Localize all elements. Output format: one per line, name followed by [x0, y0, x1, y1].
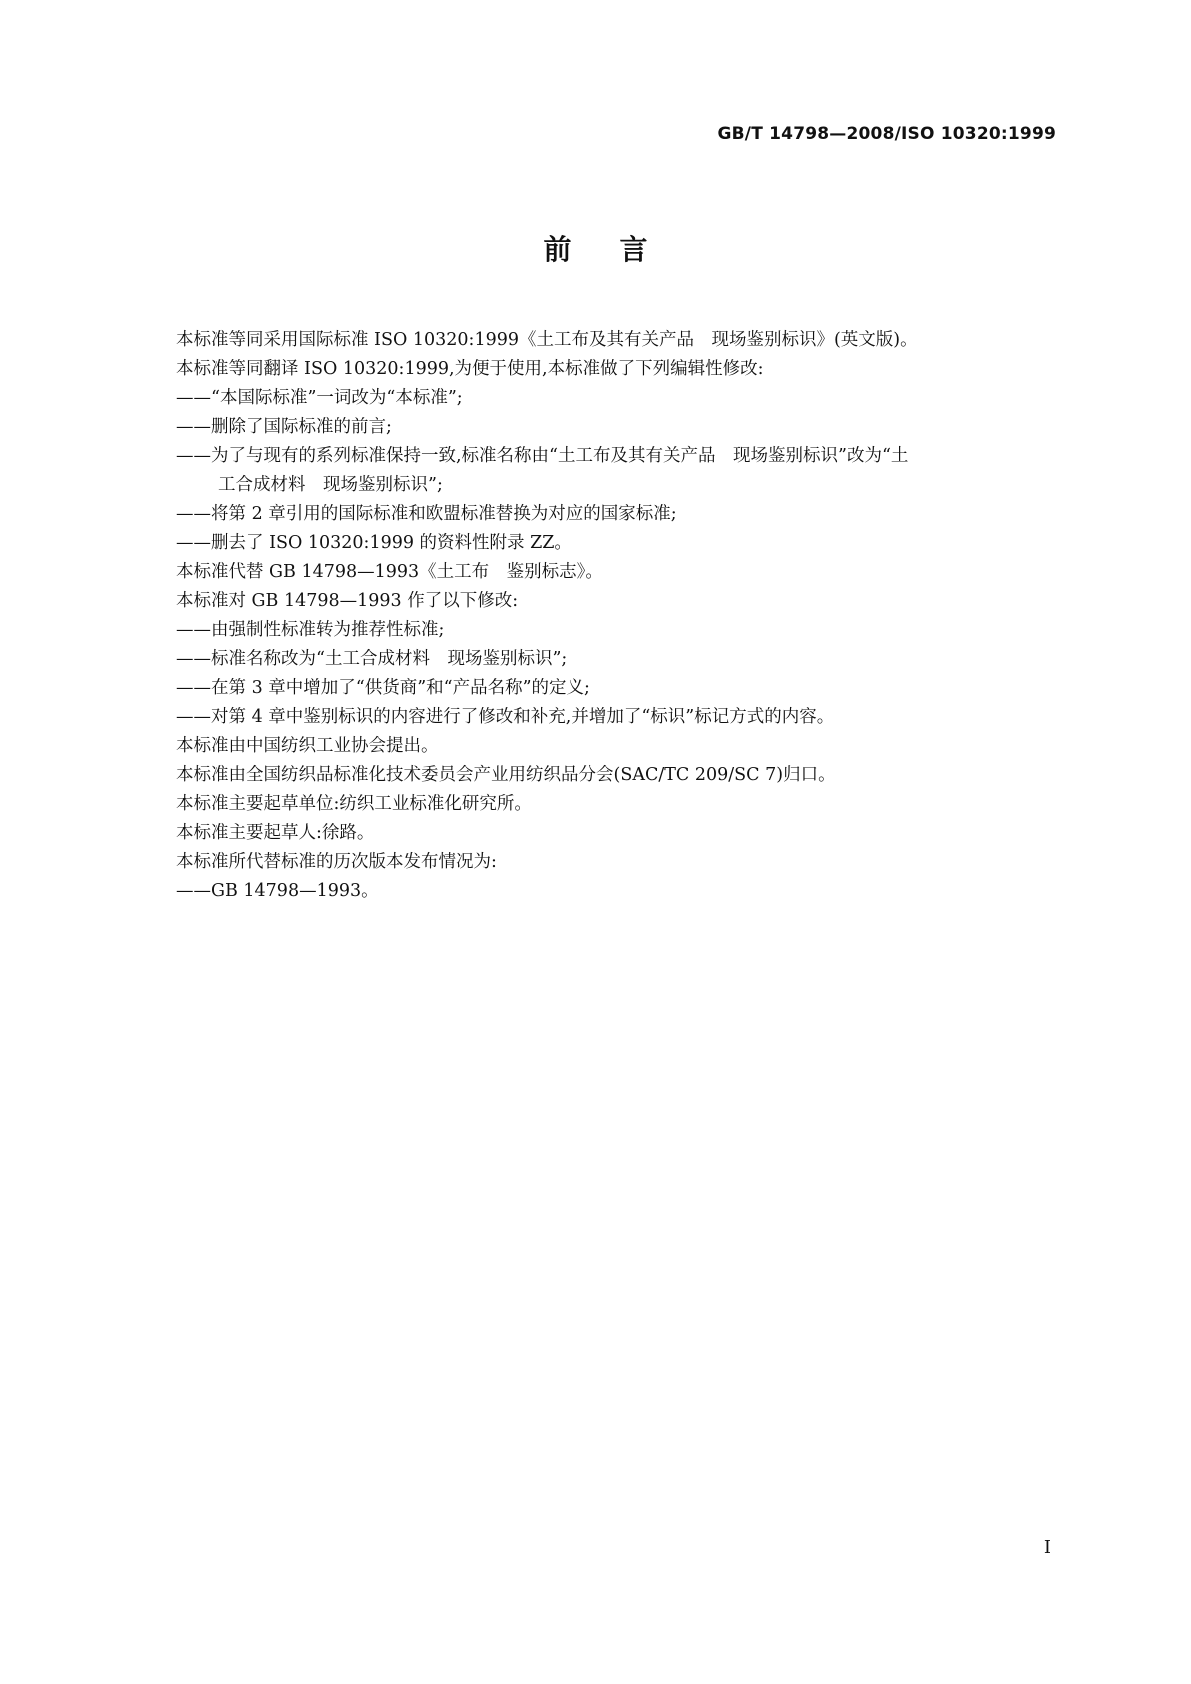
paragraph: 本标准等同采用国际标准 ISO 10320:1999《土工布及其有关产品 现场鉴别标识》(英文版)。	[176, 330, 918, 350]
list-item: ——删除了国际标准的前言;	[176, 417, 392, 437]
paragraph: 本标准主要起草单位:纺织工业标准化研究所。	[176, 794, 532, 814]
list-item: ——“本国际标准”一词改为“本标准”;	[176, 388, 463, 408]
paragraph: 本标准由中国纺织工业协会提出。	[176, 736, 439, 756]
list-item: ——将第 2 章引用的国际标准和欧盟标准替换为对应的国家标准;	[176, 504, 677, 524]
paragraph: 本标准主要起草人:徐路。	[176, 823, 375, 843]
list-item: ——由强制性标准转为推荐性标准;	[176, 620, 445, 640]
list-item: ——对第 4 章中鉴别标识的内容进行了修改和补充,并增加了“标识”标记方式的内容。	[176, 707, 835, 727]
paragraph: 本标准由全国纺织品标准化技术委员会产业用纺织品分会(SAC/TC 209/SC 7)归口。	[176, 765, 836, 785]
standard-number-header: GB/T 14798—2008/ISO 10320:1999	[717, 124, 1056, 144]
foreword-body	[176, 326, 1066, 906]
paragraph: 本标准等同翻译 ISO 10320:1999,为便于使用,本标准做了下列编辑性修改:	[176, 359, 764, 379]
list-item: ——删去了 ISO 10320:1999 的资料性附录 ZZ。	[176, 533, 572, 553]
list-item: ——为了与现有的系列标准保持一致,标准名称由“土工布及其有关产品 现场鉴别标识”改为“土	[176, 446, 909, 466]
page-title: 前言	[543, 233, 696, 266]
list-item-continuation: 工合成材料 现场鉴别标识”;	[218, 475, 443, 495]
paragraph: 本标准所代替标准的历次版本发布情况为:	[176, 852, 497, 872]
list-item: ——标准名称改为“土工合成材料 现场鉴别标识”;	[176, 649, 568, 669]
list-item: ——在第 3 章中增加了“供货商”和“产品名称”的定义;	[176, 678, 590, 698]
page-number: I	[1043, 1537, 1051, 1558]
paragraph: 本标准对 GB 14798—1993 作了以下修改:	[176, 591, 519, 611]
paragraph: 本标准代替 GB 14798—1993《土工布 鉴别标志》。	[176, 562, 603, 582]
list-item: ——GB 14798—1993。	[176, 881, 379, 901]
